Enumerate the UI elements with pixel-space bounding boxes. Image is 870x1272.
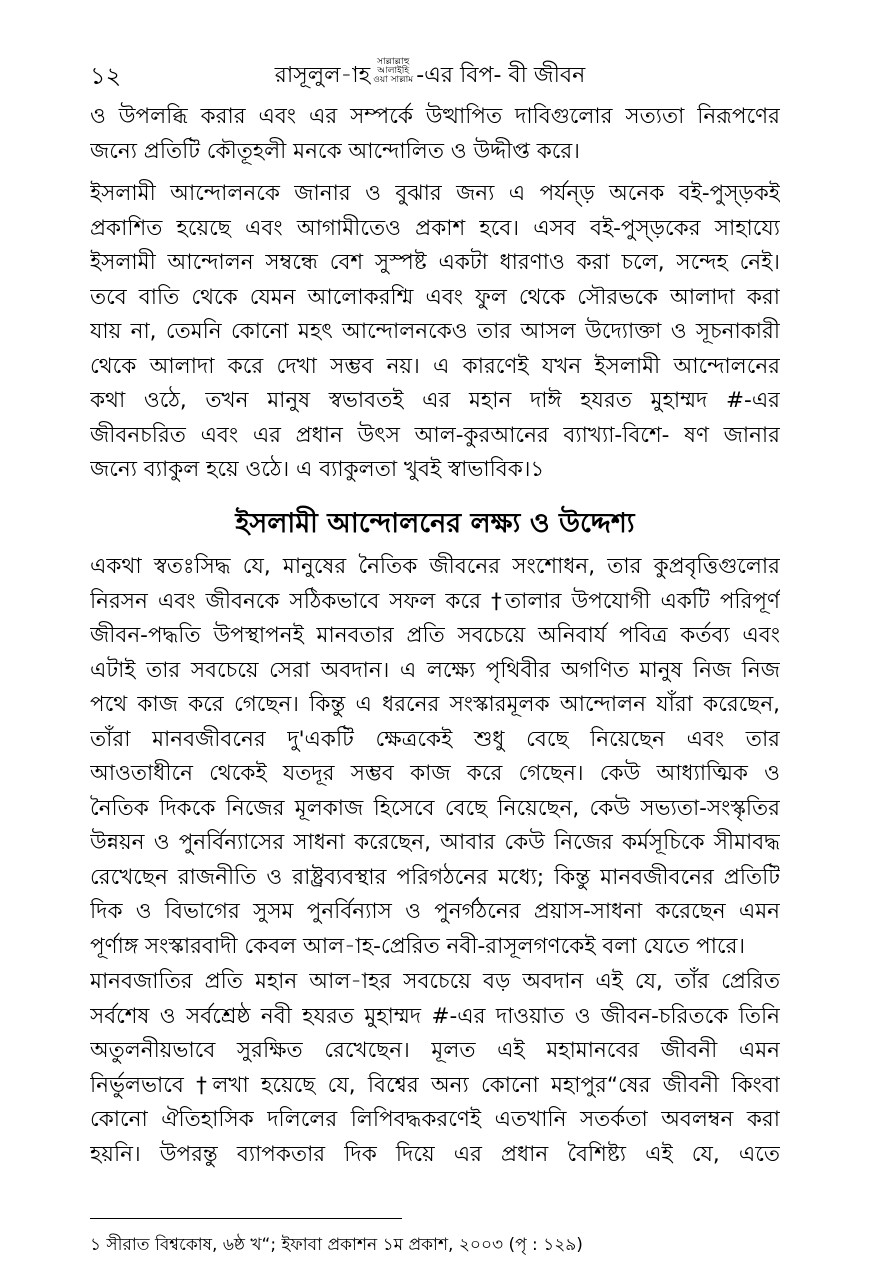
- footnote-rule: [90, 1218, 402, 1219]
- paragraph-4-line: অতুলনীয়ভাবে সুরক্ষিত রেখেছেন। মূলত এই মহামানবের জীবনী এমন: [90, 1038, 780, 1063]
- paragraph-2-line: তবে বাতি থেকে যেমন আলোকরশ্মি এবং ফুল থেকে সৌরভকে আলাদা করা: [90, 284, 780, 310]
- paragraph-4-line: কোনো ঐতিহাসিক দলিলের লিপিবদ্ধকরণেই এতখানি সতর্কতা অবলম্বন করা: [90, 1107, 780, 1132]
- paragraph-2-line: ইসলামী আন্দোলন সম্বন্ধে বেশ সুস্পষ্ট একটা ধারণাও করা চলে, সন্দেহ নেই।: [90, 250, 780, 275]
- paragraph-4-line: মানবজাতির প্রতি মহান আল-াহর সবচেয়ে বড় অবদান এই যে, তাঁর প্রেরিত: [90, 969, 780, 994]
- paragraph-2-line: প্রকাশিত হয়েছে এবং আগামীতেও প্রকাশ হবে। এসব বই-পুস্ড়কের সাহায্যে: [90, 215, 780, 241]
- paragraph-3-line: নৈতিক দিককে নিজের মূলকাজ হিসেবে বেছে নিয়েছেন, কেউ সভ্যতা-সংস্কৃতির: [90, 795, 780, 821]
- page-number: ১২: [90, 62, 122, 90]
- paragraph-3-line: একথা স্বতঃসিদ্ধ যে, মানুষের নৈতিক জীবনের সংশোধন, তার কুপ্রবৃত্তিগুলোর: [90, 554, 780, 579]
- paragraph-4-line: সর্বশেষ ও সর্বশ্রেষ্ঠ নবী হযরত মুহাম্মদ #-এর দাওয়াত ও জীবন-চরিতকে তিনি: [90, 1003, 780, 1029]
- paragraph-3-line: পূর্ণাঙ্গ সংস্কারবাদী কেবল আল-াহ-প্রেরিত নবী-রাসূলগণকেই বলা যেতে পারে।: [90, 933, 746, 959]
- paragraph-3-line: নিরসন এবং জীবনকে সঠিকভাবে সফল করে †তালার উপযোগী একটি পরিপূর্ণ: [90, 588, 780, 614]
- paragraph-2-line: থেকে আলাদা করে দেখা সম্ভব নয়। এ কারণেই যখন ইসলামী আন্দোলনের: [90, 353, 780, 379]
- salutation-seal: সাল্লাল্লাহু আলাইহি ওয়া সাল্লাম: [373, 57, 414, 85]
- paragraph-3-line: উন্নয়ন ও পুনর্বিন্যাসের সাধনা করেছেন, আবার কেউ নিজের কর্মসূচিকে সীমাবদ্ধ: [90, 830, 780, 855]
- paragraph-3-line: পথে কাজ করে গেছেন। কিন্তু এ ধরনের সংস্কারমূলক আন্দোলন যাঁরা করেছেন,: [90, 692, 780, 717]
- paragraph-3-line: তাঁরা মানবজীবনের দু'একটি ক্ষেত্রকেই শুধু বেছে নিয়েছেন এবং তার: [90, 726, 780, 752]
- paragraph-3-line: এটাই তার সবচেয়ে সেরা অবদান। এ লক্ষ্যে পৃথিবীর অগণিত মানুষ নিজ নিজ: [90, 657, 780, 683]
- page-header: [90, 58, 770, 98]
- paragraph-2-line: ইসলামী আন্দোলনকে জানার ও বুঝার জন্য এ পর্যন্ড় অনেক বই-পুস্ড়কই: [90, 181, 780, 206]
- paragraph-2-line: জন্যে ব্যাকুল হয়ে ওঠে। এ ব্যাকুলতা খুবই স্বাভাবিক।১: [90, 457, 545, 482]
- paragraph-1-line: জন্যে প্রতিটি কৌতূহলী মনকে আন্দোলিত ও উদ্দীপ্ত করে।: [90, 138, 580, 164]
- running-title-right: -এর বিপ- বী জীবন: [416, 63, 586, 88]
- paragraph-3-line: জীবন-পদ্ধতি উপস্থাপনই মানবতার প্রতি সবচেয়ে অনিবার্য পবিত্র কর্তব্য এবং: [90, 623, 780, 648]
- paragraph-4-line: হয়নি। উপরন্তু ব্যাপকতার দিক দিয়ে এর প্রধান বৈশিষ্ট্য এই যে, এতে: [90, 1141, 780, 1167]
- paragraph-3-line: রেখেছেন রাজনীতি ও রাষ্ট্রব্যবস্থার পরিগঠনের মধ্যে; কিন্তু মানবজীবনের প্রতিটি: [90, 864, 780, 890]
- running-title: [90, 58, 770, 95]
- paragraph-2-line: যায় না, তেমনি কোনো মহৎ আন্দোলনকেও তার আসল উদ্যোক্তা ও সূচনাকারী: [90, 319, 780, 344]
- paragraph-1-line: ও উপলব্ধি করার এবং এর সম্পর্কে উত্থাপিত দাবিগুলোর সত্যতা নিরূপণের: [90, 104, 780, 129]
- running-title-left: রাসূলুল-াহ: [274, 63, 371, 88]
- section-heading: ইসলামী আন্দোলনের লক্ষ্য ও উদ্দেশ্য: [235, 508, 635, 539]
- paragraph-4-line: নির্ভুলভাবে †লখা হয়েছে যে, বিশ্বের অন্য কোনো মহাপুর“ষের জীবনী কিংবা: [90, 1072, 780, 1098]
- paragraph-2-line: জীবনচরিত এবং এর প্রধান উৎস আল-কুরআনের ব্যাখ্যা-বিশে- ষণ জানার: [90, 422, 780, 448]
- footnote: ১ সীরাত বিশ্বকোষ, ৬ষ্ঠ খ“; ইফাবা প্রকাশন ১ম প্রকাশ, ২০০৩ (পৃ : ১২৯): [90, 1235, 583, 1255]
- paragraph-3-line: দিক ও বিভাগের সুসম পুনর্বিন্যাস ও পুনর্গঠনের প্রয়াস-সাধনা করেছেন এমন: [90, 899, 780, 924]
- paragraph-2-line: কথা ওঠে, তখন মানুষ স্বভাবতই এর মহান দাঈ হযরত মুহাম্মদ #-এর: [90, 388, 780, 413]
- paragraph-3-line: আওতাধীনে থেকেই যতদূর সম্ভব কাজ করে গেছেন। কেউ আধ্যাত্মিক ও: [90, 761, 780, 786]
